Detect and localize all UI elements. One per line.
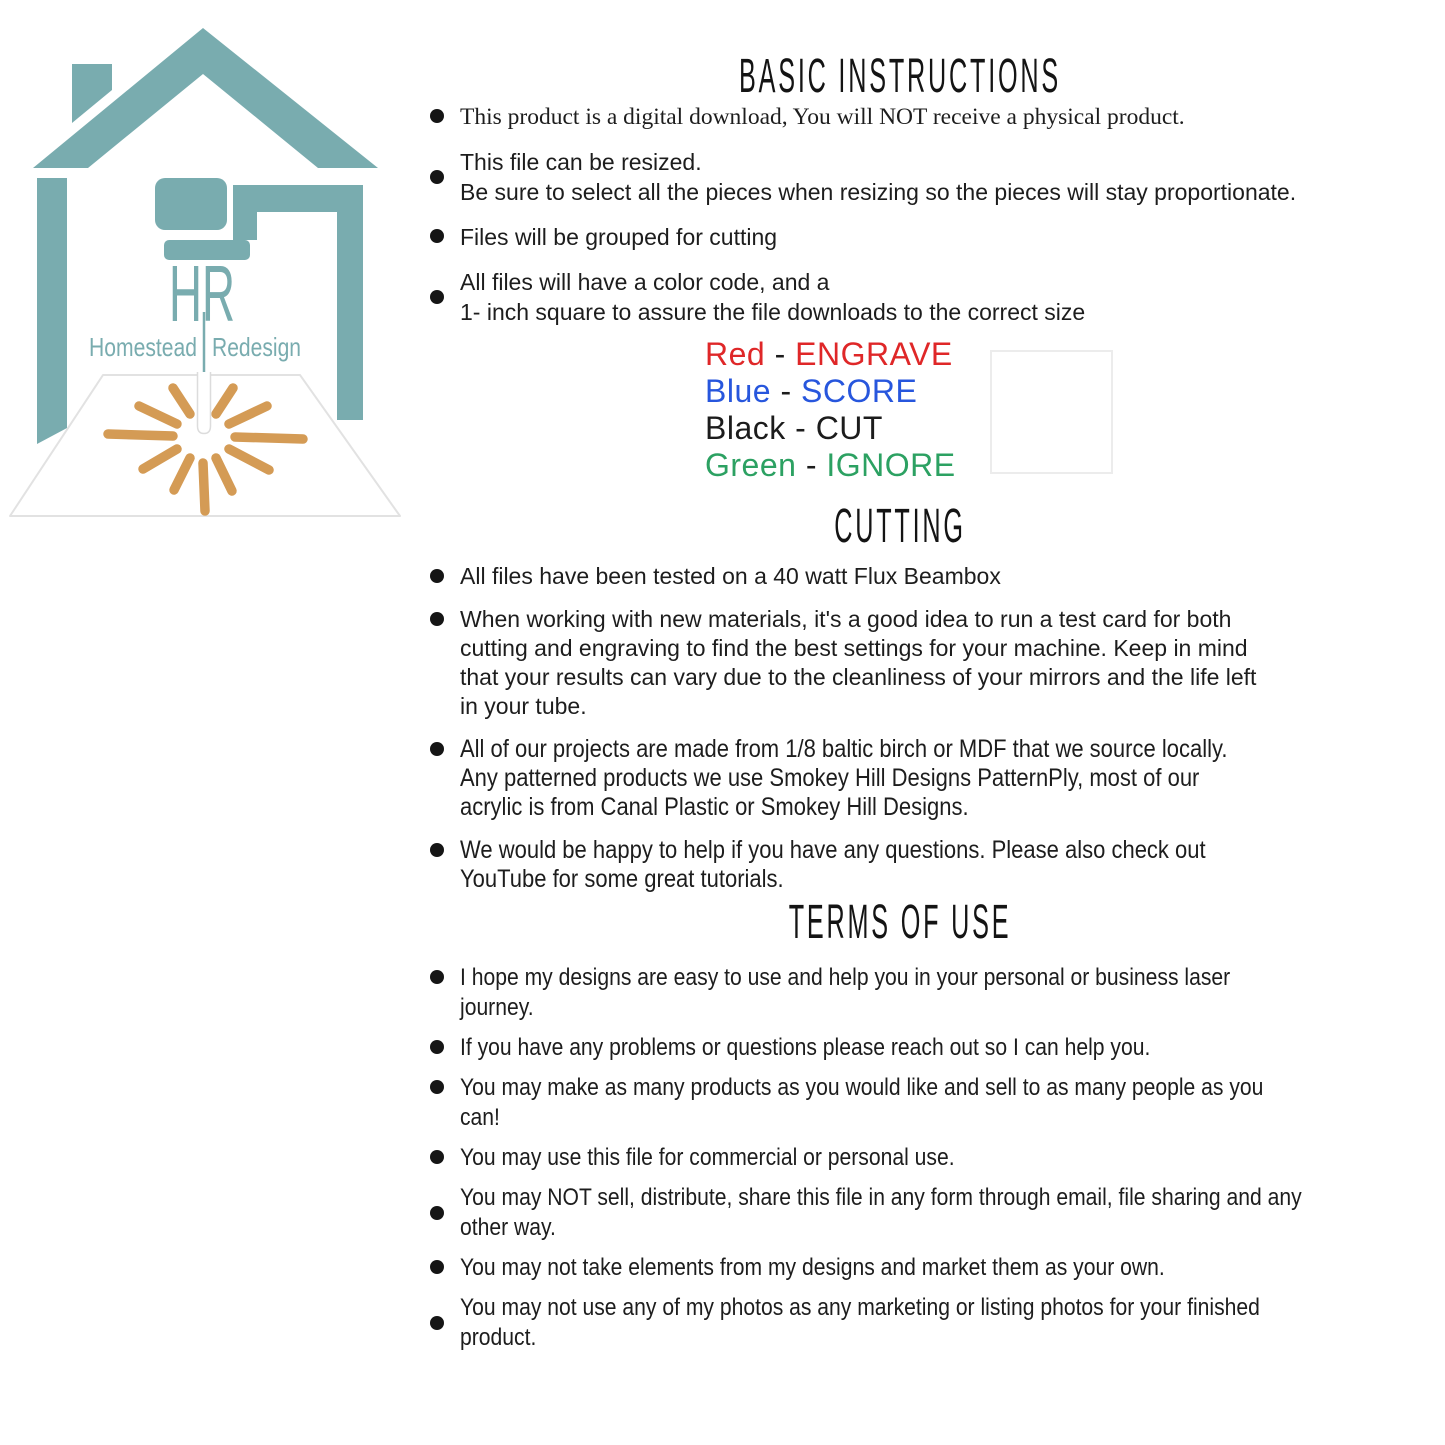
- color-code-label: Blue: [705, 373, 772, 409]
- bullet-text: [460, 562, 1001, 591]
- bullet-dot: [430, 1040, 444, 1054]
- one-inch-square: [990, 350, 1113, 474]
- bullet-text: [460, 836, 1270, 894]
- logo-monogram: HR: [169, 249, 235, 338]
- section-terms-of-use: [420, 893, 1380, 1363]
- house-wall-right: [337, 212, 363, 420]
- color-code-line: [705, 410, 956, 447]
- bullet-dot: [430, 569, 444, 583]
- color-code-label: Red: [705, 336, 766, 372]
- bullet-line: We would be happy to help if you have any questions. Please also check out: [460, 836, 1206, 864]
- color-code-legend: [705, 336, 956, 484]
- bullet-dot: [430, 1150, 444, 1164]
- bullet-item: [430, 1073, 1380, 1133]
- color-code-line: [705, 373, 956, 410]
- cutting-title: CUTTING: [834, 497, 966, 553]
- laser-head-block: [155, 178, 227, 230]
- bullet-dot: [430, 970, 444, 984]
- bullet-line: All files will have a color code, and a: [460, 269, 830, 295]
- basic-instructions-title: BASIC INSTRUCTIONS: [738, 47, 1062, 103]
- terms-bullet-list: [420, 963, 1380, 1353]
- bullet-line: You may use this file for commercial or personal use.: [460, 1144, 955, 1171]
- color-code-action: SCORE: [800, 373, 918, 409]
- section-cutting: [420, 497, 1380, 908]
- bullet-text: [460, 147, 1296, 207]
- house-wall-left: [37, 178, 67, 444]
- bullet-dot: [430, 1316, 444, 1330]
- bullet-line: If you have any problems or questions please reach out so I can help you.: [460, 1034, 1151, 1061]
- homestead-redesign-logo: [0, 0, 420, 540]
- bullet-text: [460, 735, 1270, 822]
- color-code-action: ENGRAVE: [795, 336, 953, 372]
- bullet-line: Any patterned products we use Smokey Hill Designs PatternPly, most of our: [460, 764, 1200, 792]
- color-code-dash: -: [765, 336, 796, 372]
- color-code-label: Green: [705, 447, 797, 483]
- bullet-item: [430, 735, 1380, 822]
- bullet-dot: [430, 612, 444, 626]
- bullet-line: When working with new materials, it's a good idea to run a test card for both: [460, 606, 1232, 632]
- logo-name-redesign: Redesign: [212, 332, 301, 362]
- cutting-bullet-list: [420, 562, 1380, 894]
- bullet-text: [460, 1293, 1270, 1353]
- color-code-line: [705, 336, 956, 373]
- bullet-text: [460, 963, 1270, 1023]
- bullet-line: YouTube for some great tutorials.: [460, 865, 784, 893]
- bullet-line: All files have been tested on a 40 watt Flux Beambox: [460, 563, 1001, 589]
- color-code-action: CUT: [815, 410, 883, 446]
- bullet-item: [430, 1183, 1380, 1243]
- logo-name-homestead: Homestead: [89, 332, 197, 362]
- bullet-item: [430, 1253, 1380, 1283]
- bullet-line: You may not use any of my photos as any marketing or listing photos for your finished: [460, 1294, 1260, 1321]
- bullet-line: You may NOT sell, distribute, share this file in any form through email, file sharing and any: [460, 1184, 1302, 1211]
- bullet-dot: [430, 1080, 444, 1094]
- bullet-line: in your tube.: [460, 693, 587, 719]
- bullet-line: can!: [460, 1104, 500, 1131]
- color-code-line: [705, 447, 956, 484]
- color-code-dash: -: [785, 410, 816, 446]
- laser-gantry-elbow: [233, 185, 257, 240]
- bullet-line: You may not take elements from my designs and market them as your own.: [460, 1254, 1165, 1281]
- bullet-line: This file can be resized.: [460, 149, 702, 175]
- bullet-line: cutting and engraving to find the best settings for your machine. Keep in mind: [460, 635, 1248, 661]
- bullet-text: [460, 1033, 1270, 1063]
- color-code-action: IGNORE: [826, 447, 956, 483]
- bullet-dot: [430, 1260, 444, 1274]
- bullet-line: product.: [460, 1324, 537, 1351]
- bullet-line: that your results can vary due to the cleanliness of your mirrors and the life left: [460, 664, 1257, 690]
- bullet-item: [430, 605, 1380, 721]
- bullet-line: other way.: [460, 1214, 556, 1241]
- bullet-line: You may make as many products as you would like and sell to as many people as you: [460, 1074, 1264, 1101]
- bullet-line: Files will be grouped for cutting: [460, 224, 778, 250]
- laser-beam: [198, 372, 211, 434]
- bullet-line: acrylic is from Canal Plastic or Smokey Hill Designs.: [460, 793, 969, 821]
- bullet-item: [430, 562, 1380, 591]
- bullet-dot: [430, 1206, 444, 1220]
- bullet-dot: [430, 290, 444, 304]
- bullet-dot: [430, 109, 444, 123]
- section-basic-instructions: [420, 47, 1380, 342]
- bullet-line: This product is a digital download, You will NOT receive a physical product.: [460, 104, 1185, 130]
- bullet-text: [460, 605, 1256, 721]
- bullet-text: [460, 1073, 1270, 1133]
- color-code-dash: -: [771, 373, 801, 409]
- bullet-text: [460, 1183, 1302, 1243]
- bullet-dot: [430, 229, 444, 243]
- bullet-line: journey.: [460, 994, 534, 1021]
- bullet-item: [430, 267, 1380, 327]
- bullet-dot: [430, 170, 444, 184]
- bullet-text: [460, 1253, 1270, 1283]
- bullet-line: Be sure to select all the pieces when resizing so the pieces will stay proportionate.: [460, 179, 1297, 205]
- bullet-text: [460, 222, 777, 252]
- bullet-line: All of our projects are made from 1/8 baltic birch or MDF that we source locally.: [460, 735, 1228, 763]
- bullet-item: [430, 836, 1380, 894]
- bullet-line: 1- inch square to assure the file downloads to the correct size: [460, 299, 1086, 325]
- bullet-item: [430, 1143, 1380, 1173]
- bullet-item: [430, 147, 1380, 207]
- bullet-dot: [430, 843, 444, 857]
- basic-instructions-bullet-list: [420, 102, 1380, 327]
- bullet-item: [430, 222, 1380, 252]
- bullet-item: [430, 963, 1380, 1023]
- section-heading-wrap: [420, 497, 1380, 553]
- bullet-text: [460, 1143, 1270, 1173]
- color-code-label: Black: [705, 410, 786, 446]
- section-heading-wrap: [420, 47, 1380, 103]
- bullet-item: [430, 1293, 1380, 1353]
- color-code-dash: -: [796, 447, 827, 483]
- bullet-line: I hope my designs are easy to use and help you in your personal or business laser: [460, 964, 1231, 991]
- bullet-dot: [430, 742, 444, 756]
- bullet-item: [430, 1033, 1380, 1063]
- terms-of-use-title: TERMS OF USE: [788, 893, 1012, 949]
- section-heading-wrap: [420, 893, 1380, 949]
- bullet-text: [460, 267, 1085, 327]
